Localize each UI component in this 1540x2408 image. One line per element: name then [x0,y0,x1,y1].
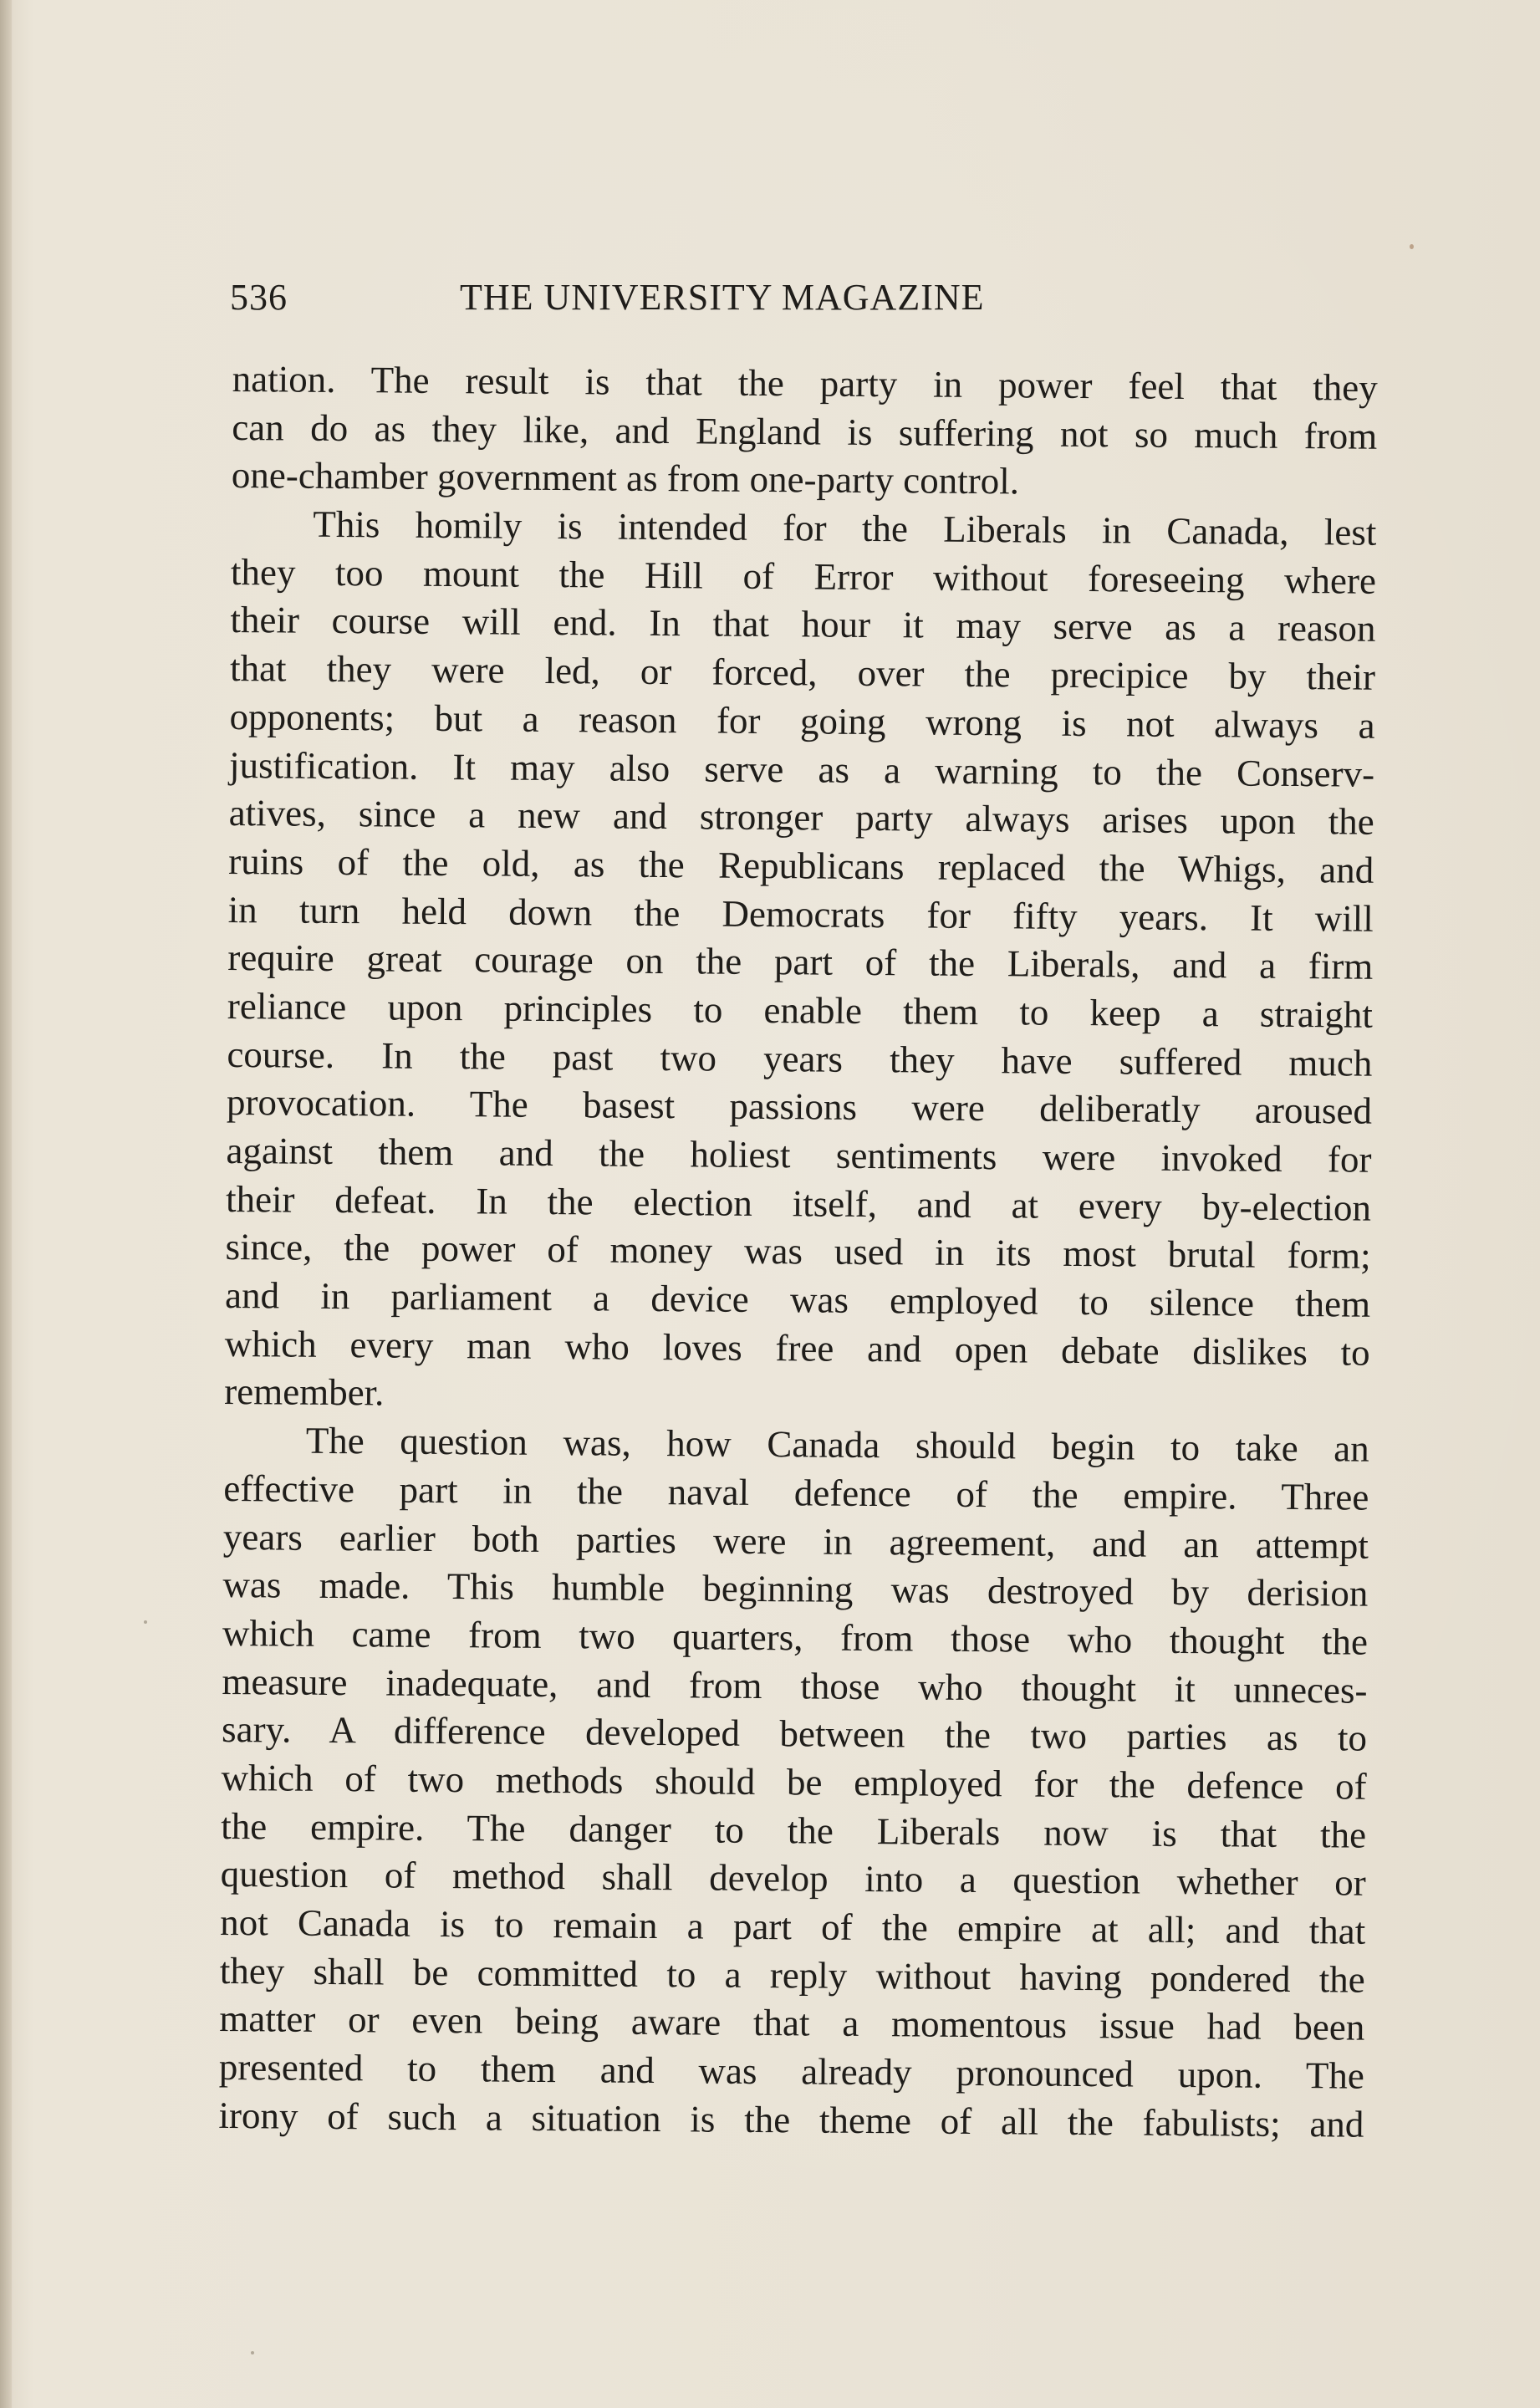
text-line: they shall be committed to a reply without having pondered the [219,1949,1365,2001]
text-line: sary. A difference developed between the two parties as to [221,1708,1368,1759]
text-line: remember. [224,1370,385,1414]
text-line: was made. This humble beginning was destroyed by derision [222,1564,1369,1615]
text-line: against them and the holiest sentiments were invoked for [226,1129,1372,1181]
text-line: provocation. The basest passions were deliberatly aroused [226,1081,1373,1133]
text-line: opponents; but a reason for going wrong is not always a [229,695,1375,747]
page-number: 536 [230,277,288,318]
text-line: years earlier both parties were in agreement, and an attempt [222,1515,1369,1567]
text-line: and in parliament a device was employed to silence them [224,1274,1371,1325]
text-line: one-chamber government as from one-party control. [231,454,1020,503]
paragraph-start-line: The question was, how Canada should begin to take an [305,1419,1369,1470]
body-text [218,355,1378,2149]
text-line: the empire. The danger to the Liberals now is that the [220,1804,1367,1856]
page-header [230,276,1150,326]
text-line: can do as they like, and England is suffering not so much from [232,406,1378,457]
text-line: their defeat. In the election itself, and at every by-election [225,1177,1372,1229]
text-line: their course will end. In that hour it may serve as a reason [230,599,1376,650]
text-line: they too mount the Hill of Error without foreseeing where [230,550,1377,602]
paper-speck [1410,244,1414,249]
text-line: which came from two quarters, from those who thought the [222,1611,1369,1663]
paragraph-start-line: This homily is intended for the Liberals in Canada, lest [313,503,1377,554]
text-line: course. In the past two years they have suffered much [227,1033,1373,1084]
text-line: matter or even being aware that a momentous issue had been [219,1997,1365,2049]
text-line: which of two methods should be employed for the defence of [221,1756,1367,1808]
text-line: atives, since a new and stronger party always arises upon the [228,792,1374,843]
text-line: question of method shall develop into a question whether or [220,1853,1366,1905]
page-spine-edge [0,0,12,2408]
text-line: nation. The result is that the party in power feel that they [232,357,1378,409]
text-line: which every man who loves free and open debate dislikes to [224,1322,1370,1374]
text-line: ruins of the old, as the Republicans replaced the Whigs, and [228,839,1374,891]
text-line: irony of such a situation is the theme of all the fabulists; and [218,2094,1364,2145]
text-line: measure inadequate, and from those who thought it unneces- [222,1660,1368,1712]
text-line: that they were led, or forced, over the precipice by their [229,647,1376,698]
text-line: in turn held down the Democrats for fifty years. It will [227,888,1374,940]
text-line: effective part in the naval defence of the empire. Three [223,1467,1369,1518]
text-line: justification. It may also serve as a warning to the Conserv- [228,743,1375,795]
text-line: since, the power of money was used in its most brutal form; [225,1226,1371,1278]
text-line: presented to them and was already pronounced upon. The [218,2046,1365,2097]
running-title: THE UNIVERSITY MAGAZINE [460,277,985,318]
text-line: require great courage on the part of the Liberals, and a firm [227,936,1374,987]
text-line: not Canada is to remain a part of the empire at all; and that [220,1900,1366,1952]
paper-speck [144,1620,147,1624]
paper-speck [251,2351,254,2354]
text-line: reliance upon principles to enable them to keep a straight [227,984,1374,1036]
